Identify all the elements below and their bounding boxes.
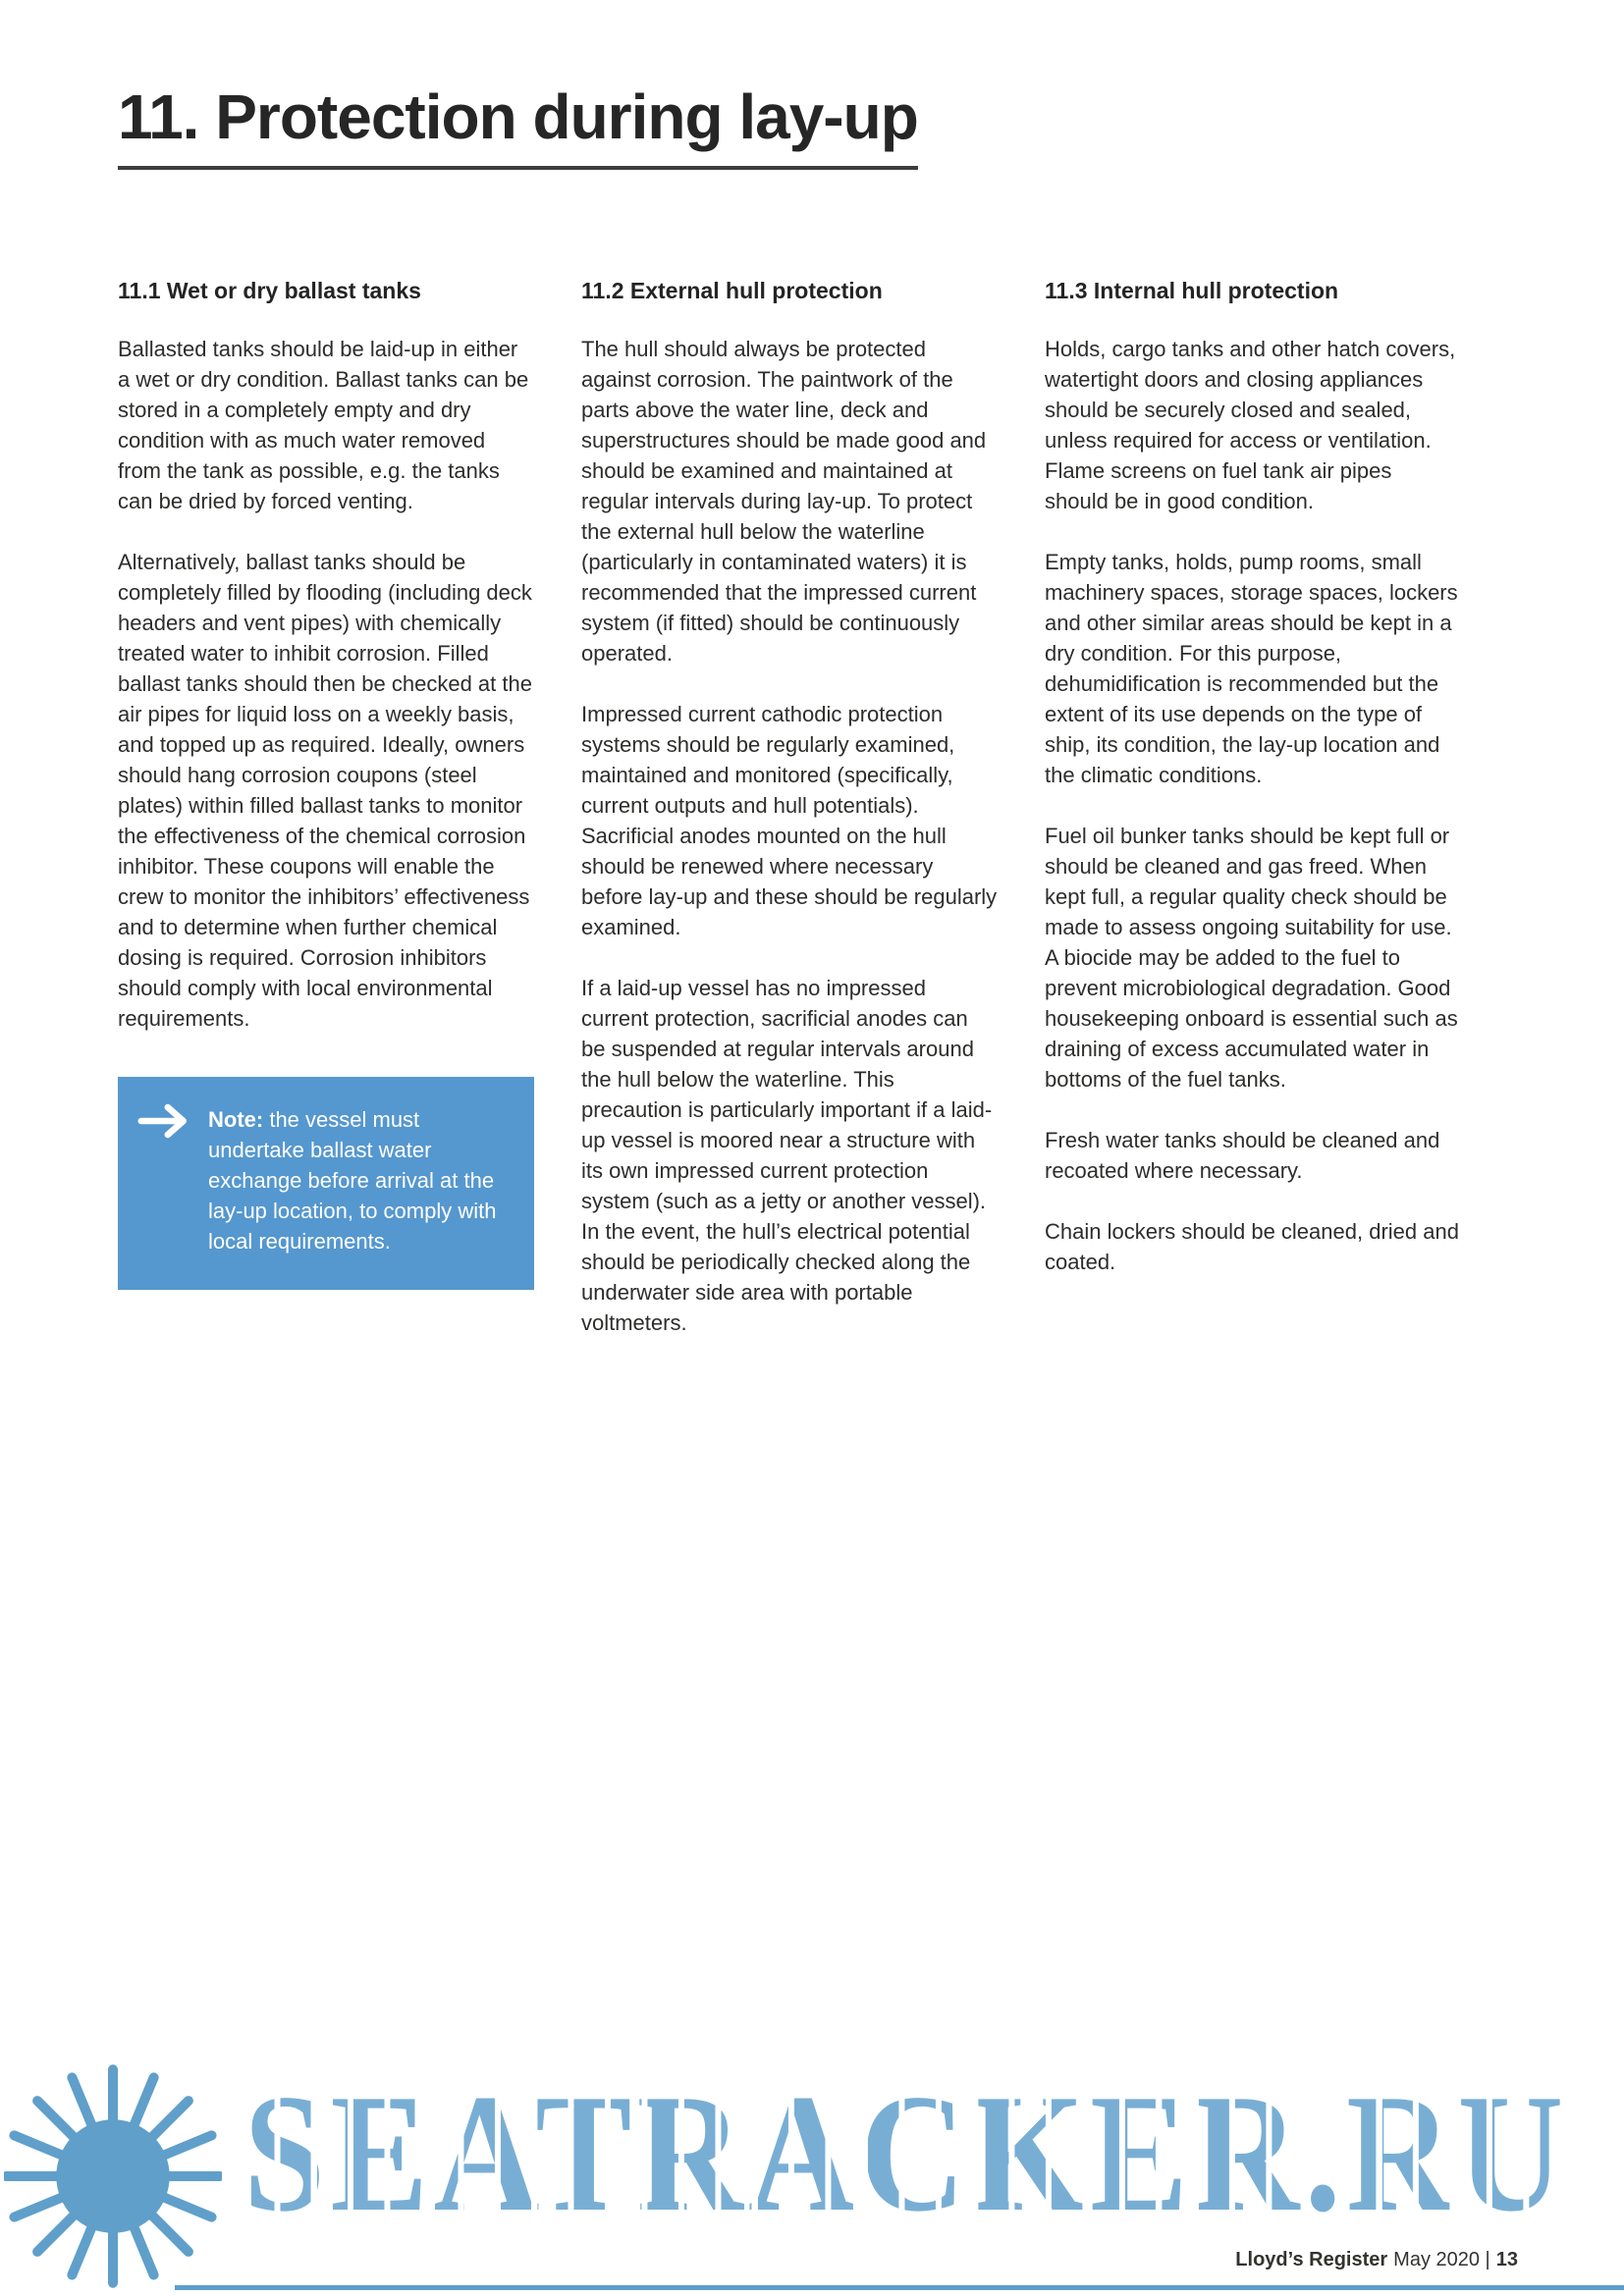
note-label: Note:: [208, 1107, 264, 1132]
section-heading: 11.3 Internal hull protection: [1045, 278, 1339, 303]
paragraph: Chain lockers should be cleaned, dried and coated.: [1045, 1219, 1459, 1274]
paragraph: Impressed current cathodic protection systems should be regularly examined, maintained and monitored (specifically, current outputs and hull potentials). Sacrificial anodes mounted on the hull should be renewed where necessary before lay-up and these should be regularly examined.: [581, 702, 998, 939]
paragraph: Ballasted tanks should be laid-up in either a wet or dry condition. Ballast tanks can be stored in a completely empty and dry condition with as much water removed from the tank as possible, e.g. the tanks can be dried by forced venting.: [118, 337, 529, 513]
note-text: [208, 1104, 507, 1256]
sun-logo-icon: [4, 2059, 222, 2293]
column-external-hull-protection: [581, 277, 998, 1368]
paragraph: The hull should always be protected against corrosion. The paintwork of the parts above the water line, deck and superstructures should be made good and should be examined and maintained at regular intervals during lay-up. To protect the external hull below the waterline (particularly in contaminated waters) it is recommended that the impressed current system (if fitted) should be continuously operated.: [581, 337, 987, 666]
page-title: 11. Protection during lay-up: [118, 84, 918, 170]
footer-rule: [175, 2285, 1624, 2290]
footer-date: May 2020 |: [1393, 2249, 1490, 2270]
footer-brand: Lloyd’s Register: [1235, 2249, 1388, 2270]
column-wet-or-dry-ballast-tanks: [118, 277, 534, 1368]
watermark-text: SEATRACKER.RU: [244, 2060, 1569, 2247]
column-internal-hull-protection: [1045, 277, 1461, 1368]
note-body: the vessel must undertake ballast water exchange before arrival at the lay-up location, to comply with local requirements.: [208, 1107, 497, 1254]
footer-page-number: 13: [1495, 2249, 1518, 2270]
arrow-right-icon: [137, 1100, 192, 1142]
paragraph: Empty tanks, holds, pump rooms, small machinery spaces, storage spaces, lockers and other similar areas should be kept in a dry condition. For this purpose, dehumidification is recommended but the extent of its use depends on the type of ship, its condition, the lay-up location and the climatic conditions.: [1045, 550, 1458, 787]
note-box: [118, 1077, 534, 1290]
content-columns: [118, 277, 1461, 1368]
paragraph: Alternatively, ballast tanks should be completely filled by flooding (including deck headers and vent pipes) with chemically treated water to inhibit corrosion. Filled ballast tanks should then be checked at the air pipes for liquid loss on a weekly basis, and topped up as required. Ideally, owners should hang corrosion coupons (steel plates) within filled ballast tanks to monitor the effectiveness of the chemical corrosion inhibitor. These coupons will enable the crew to monitor the inhibitors’ effectiveness and to determine when further chemical dosing is required. Corrosion inhibitors should comply with local environmental requirements.: [118, 550, 532, 1031]
paragraph: If a laid-up vessel has no impressed current protection, sacrificial anodes can be suspended at regular intervals around the hull below the waterline. This precaution is particularly important if a laid-up vessel is moored near a structure with its own impressed current protection system (such as a jetty or another vessel). In the event, the hull’s electrical potential should be periodically checked along the underwater side area with portable voltmeters.: [581, 976, 993, 1335]
paragraph: Holds, cargo tanks and other hatch covers, watertight doors and closing appliances should be securely closed and sealed, unless required for access or ventilation. Flame screens on fuel tank air pipes should be in good condition.: [1045, 337, 1456, 513]
page-footer: [1235, 2248, 1518, 2271]
section-heading: 11.2 External hull protection: [581, 278, 883, 303]
section-heading: 11.1 Wet or dry ballast tanks: [118, 278, 421, 303]
paragraph: Fresh water tanks should be cleaned and recoated where necessary.: [1045, 1128, 1440, 1183]
paragraph: Fuel oil bunker tanks should be kept full or should be cleaned and gas freed. When kept full, a regular quality check should be made to assess ongoing suitability for use. A biocide may be added to the fuel to prevent microbiological degradation. Good housekeeping onboard is essential such as draining of excess accumulated water in bottoms of the fuel tanks.: [1045, 824, 1458, 1092]
